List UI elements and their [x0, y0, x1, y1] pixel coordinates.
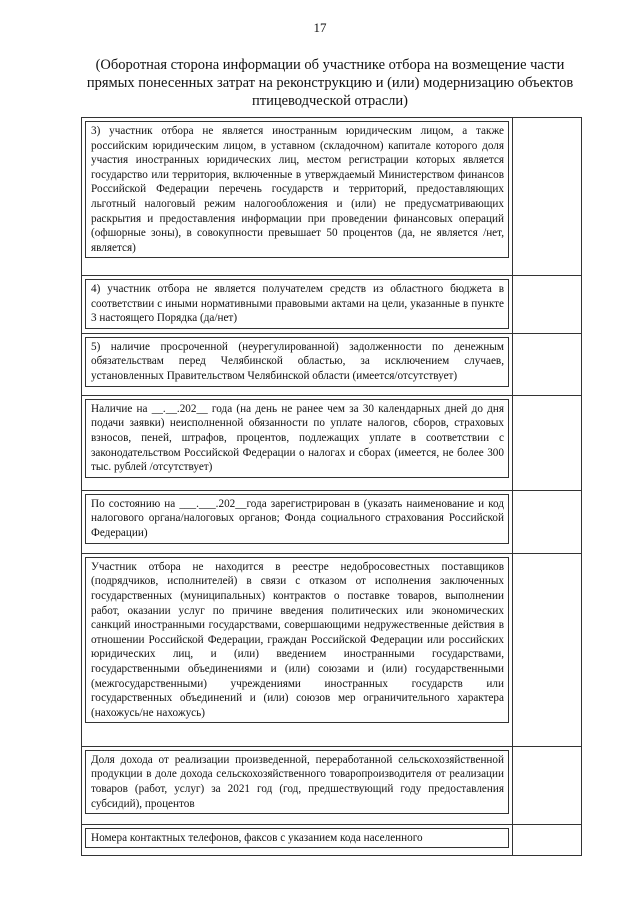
row-label-text: 5) наличие просроченной (неурегулированной) задолженности по денежным обязательствам перед Челябинской областью, за исключением случаев, установленных Правительством Челябинской области (имеется/отсутствует) [85, 337, 509, 387]
table-row [82, 490, 582, 553]
participant-info-table [81, 117, 582, 856]
row-value-cell[interactable] [513, 746, 582, 824]
row-value-cell[interactable] [513, 395, 582, 490]
page-number: 17 [313, 20, 327, 35]
row-label-text: Номера контактных телефонов, факсов с указанием кода населенного [85, 828, 509, 849]
table-row [82, 333, 582, 395]
row-label-text: 4) участник отбора не является получателем средств из областного бюджета в соответствии с иными нормативными правовыми актами на цели, указанные в пункте 3 настоящего Порядка (да/нет) [85, 279, 509, 329]
row-label-cell [82, 276, 513, 334]
row-value-cell[interactable] [513, 333, 582, 395]
table-row [82, 824, 582, 855]
row-label-cell [82, 333, 513, 395]
row-label-text: 3) участник отбора не является иностранным юридическим лицом, а также российским юридическим лицом, в уставном (складочном) капитале которого доля участия иностранных юридических лиц, местом регистрации которых является государство или территория, включенные в утверждаемый Министерством финансов Российской Федерации перечень государств и территорий, предоставляющих льготный налоговый режим налогообложения и (или) не предусматривающих раскрытия и предоставления информации при проведении финансовых операций (офшорные зоны), в совокупности превышает 50 процентов (да, не является /нет, является) [85, 121, 509, 258]
row-label-text: По состоянию на ___.___.202__года зарегистрирован в (указать наименование и код налогового органа/налоговых органов; Фонда социального страхования Российской Федерации) [85, 494, 509, 544]
row-label-cell [82, 490, 513, 553]
row-label-cell [82, 746, 513, 824]
row-value-cell[interactable] [513, 553, 582, 746]
row-label-cell [82, 553, 513, 746]
row-label-cell [82, 824, 513, 855]
row-label-text: Участник отбора не находится в реестре недобросовестных поставщиков (подрядчиков, исполнителей) в связи с отказом от исполнения заключенных государственных (муниципальных) контрактов о поставке товаров, выполнении работ, оказании услуг по причине введения политических или экономических санкций иностранными государствами, совершающими недружественные действия в отношении Российской Федерации, граждан Российской Федерации или российских юридических лиц, и (или) введением иностранными государствами, государственными объединениями и (или) союзами и (или) государственными (межгосударственными) учреждениями иностранных государств или государственных объединений и (или) союзов мер ограничительного характера (нахожусь/не нахожусь) [85, 557, 509, 724]
row-value-cell[interactable] [513, 118, 582, 276]
row-label-text: Доля дохода от реализации произведенной, переработанной сельскохозяйственной продукции в доле дохода сельскохозяйственного товаропроизводителя от реализации товаров (работ, услуг) за 2021 год (год, предшествующий году предоставления субсидий), процентов [85, 750, 509, 814]
table-row [82, 395, 582, 490]
table-row [82, 746, 582, 824]
table-row [82, 276, 582, 334]
table-row [82, 553, 582, 746]
row-label-text: Наличие на __.__.202__ года (на день не ранее чем за 30 календарных дней до дня подачи заявки) неисполненной обязанности по уплате налогов, сборов, страховых взносов, пеней, штрафов, процентов, подлежащих уплате в соответствии с законодательством Российской Федерации о налогах и сборах (имеется, не более 300 тыс. рублей /отсутствует) [85, 399, 509, 478]
row-label-cell [82, 395, 513, 490]
row-label-cell [82, 118, 513, 276]
row-value-cell[interactable] [513, 824, 582, 855]
table-row [82, 118, 582, 276]
row-value-cell[interactable] [513, 490, 582, 553]
row-value-cell[interactable] [513, 276, 582, 334]
page-heading: (Оборотная сторона информации об участнике отбора на возмещение части прямых понесенных затрат на реконструкцию и (или) модернизацию объектов птицеводческой отрасли) [86, 57, 574, 109]
